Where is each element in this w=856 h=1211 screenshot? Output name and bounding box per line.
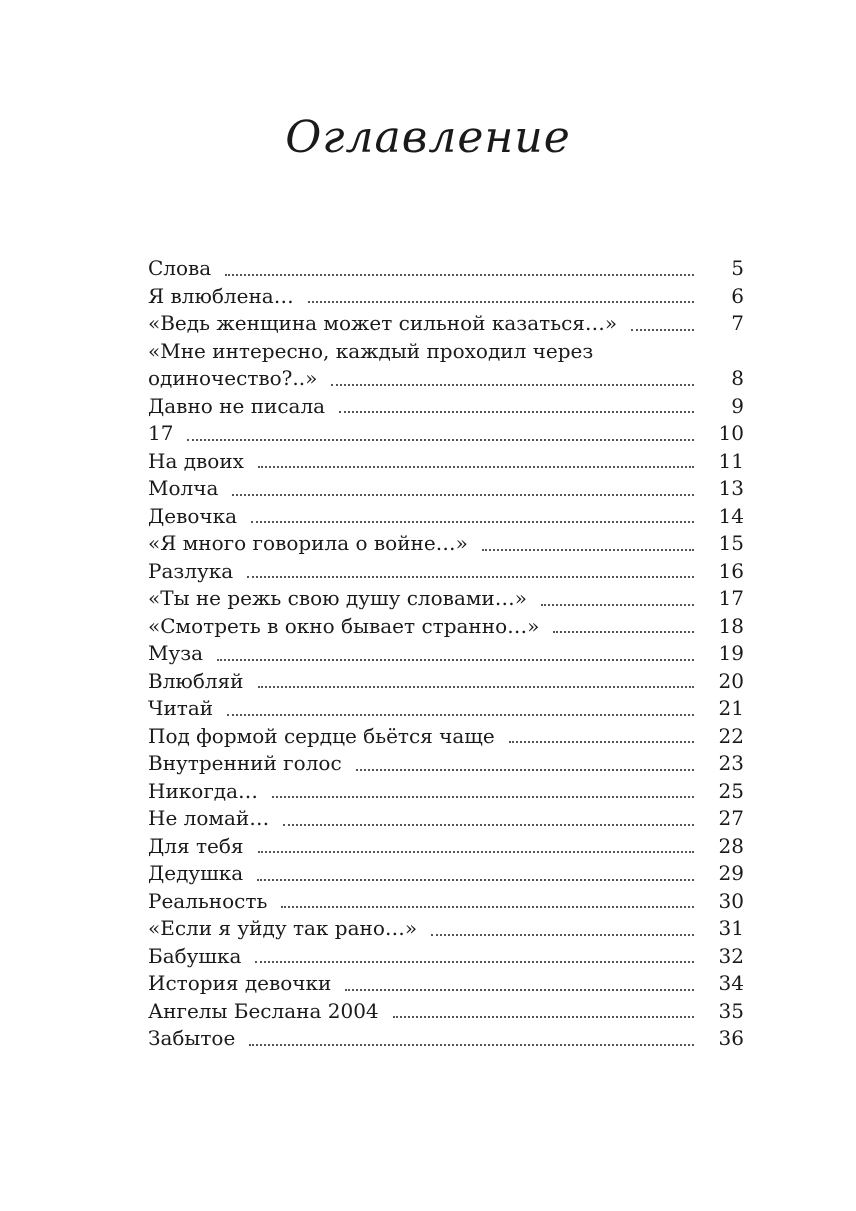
toc-entry[interactable] [148,310,744,338]
toc-entry-title: Никогда… [148,778,259,803]
toc-entry-page: 30 [718,888,744,913]
toc-entry-page: 19 [718,641,744,665]
dot-leader [258,686,694,688]
toc-entry-page: 6 [731,283,744,308]
toc-entry[interactable] [148,943,744,971]
toc-entry-page: 28 [718,833,744,858]
dot-leader [227,714,694,716]
toc-entry-title: Влюбляй [148,668,244,693]
toc-entry-title: Девочка [148,503,238,528]
dot-leader [225,274,694,276]
dot-leader [187,439,694,441]
dot-leader [345,989,694,991]
toc-entry[interactable] [148,998,744,1026]
dot-leader [251,521,694,523]
toc-entry-page: 34 [718,971,744,995]
toc-entry[interactable] [148,420,744,448]
toc-entry-page: 9 [731,393,744,418]
toc-entry[interactable] [148,640,744,668]
toc-entry-title: «Если я уйду так рано…» [148,916,418,940]
toc-entry-title: Я влюблена… [148,283,294,308]
toc-entry-title: Давно не писала [148,393,326,418]
toc-entry-title-line2: одиночество?..» [148,366,318,390]
toc-entry-page: 31 [718,916,744,940]
toc-entry-page: 23 [718,751,744,775]
dot-leader [232,494,694,496]
dot-leader [631,329,694,331]
toc-entry-title: 17 [148,421,174,445]
dot-leader [393,1016,694,1018]
toc-entry-page: 29 [718,861,744,885]
toc-entry-title: Не ломай… [148,806,270,830]
toc-entry[interactable] [148,723,744,751]
dot-leader [509,741,694,743]
toc-entry[interactable] [148,283,744,311]
toc-entry[interactable] [148,503,744,531]
toc-entry-title: Молча [148,476,219,500]
dot-leader [482,549,694,551]
toc-entry[interactable] [148,668,744,696]
dot-leader [283,824,694,826]
table-of-contents [148,255,744,1053]
toc-entry[interactable] [148,1025,744,1053]
toc-entry[interactable] [148,970,744,998]
toc-entry-title: Слова [148,256,212,280]
toc-entry-title: Забытое [148,1026,236,1050]
dot-leader [356,769,694,771]
toc-entry-page: 15 [718,531,744,555]
dot-leader [258,851,695,853]
toc-entry-page: 5 [731,256,744,280]
toc-entry[interactable] [148,695,744,723]
toc-entry-page: 32 [718,943,744,968]
dot-leader [257,879,694,881]
toc-entry-title: «Ведь женщина может сильной казаться…» [148,311,618,335]
toc-entry-title: Реальность [148,888,268,913]
toc-entry-title: Читай [148,696,214,720]
toc-entry[interactable] [148,585,744,613]
toc-entry-title: Ангелы Беслана 2004 [148,998,379,1023]
dot-leader [541,604,694,606]
dot-leader [339,411,694,413]
toc-entry[interactable] [148,778,744,806]
toc-entry-title: Муза [148,641,204,665]
toc-entry-page: 16 [718,558,744,583]
toc-entry[interactable] [148,805,744,833]
toc-entry-title: История девочки [148,971,332,995]
dot-leader [249,1044,694,1046]
toc-entry-title: Для тебя [148,833,244,858]
toc-entry-page: 14 [718,503,744,528]
dot-leader [258,466,694,468]
toc-entry[interactable] [148,530,744,558]
toc-entry-title: Дедушка [148,861,244,885]
toc-entry-page: 11 [718,448,744,473]
toc-entry-page: 36 [718,1026,744,1050]
toc-entry-page: 10 [718,421,744,445]
toc-entry-page: 22 [718,723,744,748]
toc-entry-page: 35 [718,998,744,1023]
toc-entry[interactable] [148,255,744,283]
toc-entry-title: «Я много говорила о войне…» [148,531,468,555]
toc-entry-title: Разлука [148,558,234,583]
page-title: Оглавление [285,112,571,163]
toc-entry[interactable] [148,613,744,641]
toc-entry-title: Внутренний голос [148,751,342,775]
toc-entry-title: Под формой сердце бьётся чаще [148,723,495,748]
dot-leader [272,796,694,798]
dot-leader [553,631,694,633]
toc-entry-title: На двоих [148,448,244,473]
toc-entry[interactable] [148,558,744,586]
dot-leader [217,659,694,661]
toc-entry[interactable] [148,915,744,943]
toc-entry-page: 20 [718,668,744,693]
toc-entry-title: «Смотреть в окно бывает странно…» [148,613,540,638]
toc-entry-page: 7 [731,311,744,335]
toc-entry-page: 13 [718,476,744,500]
toc-entry[interactable] [148,750,744,778]
toc-entry-multiline[interactable] [148,338,744,393]
toc-entry-page: 21 [718,696,744,720]
toc-entry-page: 17 [718,586,744,610]
dot-leader [308,301,694,303]
toc-entry[interactable] [148,888,744,916]
toc-entry[interactable] [148,393,744,421]
toc-entry-page: 18 [718,613,744,638]
dot-leader [247,576,694,578]
toc-entry-page: 25 [718,778,744,803]
toc-entry-title: «Ты не режь свою душу словами…» [148,586,527,610]
dot-leader [255,961,694,963]
toc-entry[interactable] [148,475,744,503]
toc-entry-title: Бабушка [148,943,242,968]
toc-entry[interactable] [148,833,744,861]
dot-leader [281,906,694,908]
dot-leader [431,934,694,936]
toc-entry-title-line1: «Мне интересно, каждый проходил через [148,338,594,363]
toc-entry-page: 8 [731,366,744,390]
toc-entry[interactable] [148,448,744,476]
toc-entry[interactable] [148,860,744,888]
dot-leader [331,384,694,386]
toc-entry-page: 27 [718,806,744,830]
